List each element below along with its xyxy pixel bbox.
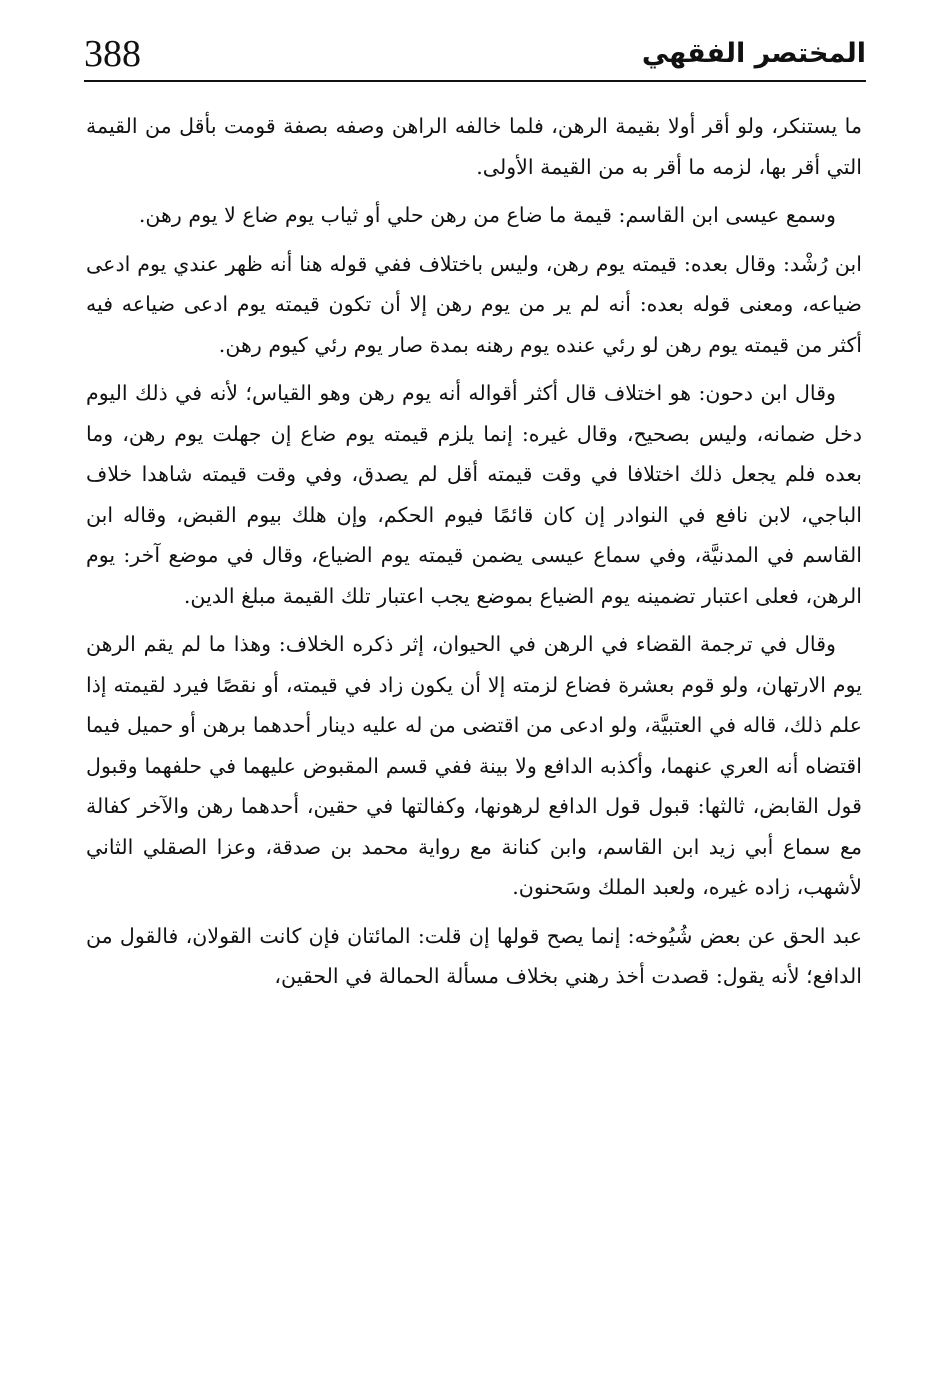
paragraph-1: ما يستنكر، ولو أقر أولا بقيمة الرهن، فلما خالفه الراهن وصفه بصفة قومت بأقل من القيمة التي أقر بها، لزمه ما أقر به من القيمة الأولى.: [86, 114, 862, 179]
paragraph-5: وقال في ترجمة القضاء في الرهن في الحيوان، إثر ذكره الخلاف: وهذا ما لم يقم الرهن يوم الارتهان، ولو قوم بعشرة فضاع لزمته إلا أن يكون زاد في قيمته، أو نقصًا فيرد لقيمته إذا علم ذلك، قاله في العتبيَّة، ولو ادعى من اقتضى من له عليه دينار أحدهما برهن أو حميل فيما اقتضاه أنه العري عنهما، وأكذبه الدافع ولا بينة ففي قسم المقبوض عليهما في حلفهما وقبول قول القابض، ثالثها: قبول قول الدافع لرهونها، وكفالتها في حقين، أحدهما رهن والآخر كفالة مع سماع أبي زيد ابن القاسم، وابن كنانة مع رواية محمد بن صدقة، وعزا الصقلي الثاني لأشهب، زاده غيره، ولعبد الملك وسَحنون.: [86, 632, 862, 899]
paragraph-2: وسمع عيسى ابن القاسم: قيمة ما ضاع من رهن حلي أو ثياب يوم ضاع لا يوم رهن.: [138, 203, 836, 227]
paragraph-4: وقال ابن دحون: هو اختلاف قال أكثر أقواله أنه يوم رهن وهو القياس؛ لأنه في ذلك اليوم دخل ضمانه، وليس بصحيح، وقال غيره: إنما يلزم قيمته يوم ضاع إن جهلت يوم رهن، وما بعده فلم يجعل ذلك اختلافا في وقت قيمته أقل لم يصدق، وفي وقت قيمته شاهدا خلاف الباجي، لابن نافع في النوادر إن كان قائمًا فيوم الحكم، وإن هلك بيوم القبض، وقاله ابن القاسم في المدنيَّة، وفي سماع عيسى يضمن قيمته يوم الضياع، وقال في موضع آخر: يوم الرهن، فعلى اعتبار تضمينه يوم الضياع بموضع يجب اعتبار تلك القيمة مبلغ الدين.: [86, 381, 862, 608]
running-title: المختصر الفقهي: [641, 38, 866, 69]
paragraph-6: عبد الحق عن بعض شُيُوخه: إنما يصح قولها إن قلت: المائتان فإن كانت القولان، فالقول من الدافع؛ لأنه يقول: قصدت أخذ رهني بخلاف مسألة الحمالة في الحقين،: [86, 923, 862, 988]
paragraph-3: ابن رُشْد: وقال بعده: قيمته يوم رهن، وليس باختلاف ففي قوله هنا أنه ظهر عندي يوم ادعى ضياعه، ومعنى قوله بعده: أنه لم ير من يوم رهن إلا أن تكون قيمته يوم ادعى ضياعه فيه أكثر من قيمته يوم رهن لو رئي عنده يوم رهنه بمدة صار يوم رئي كيوم رهن.: [86, 251, 862, 357]
header-rule: [84, 80, 866, 82]
page-header: [84, 30, 866, 80]
page-number: 388: [84, 33, 141, 75]
page-body: [86, 106, 862, 1005]
